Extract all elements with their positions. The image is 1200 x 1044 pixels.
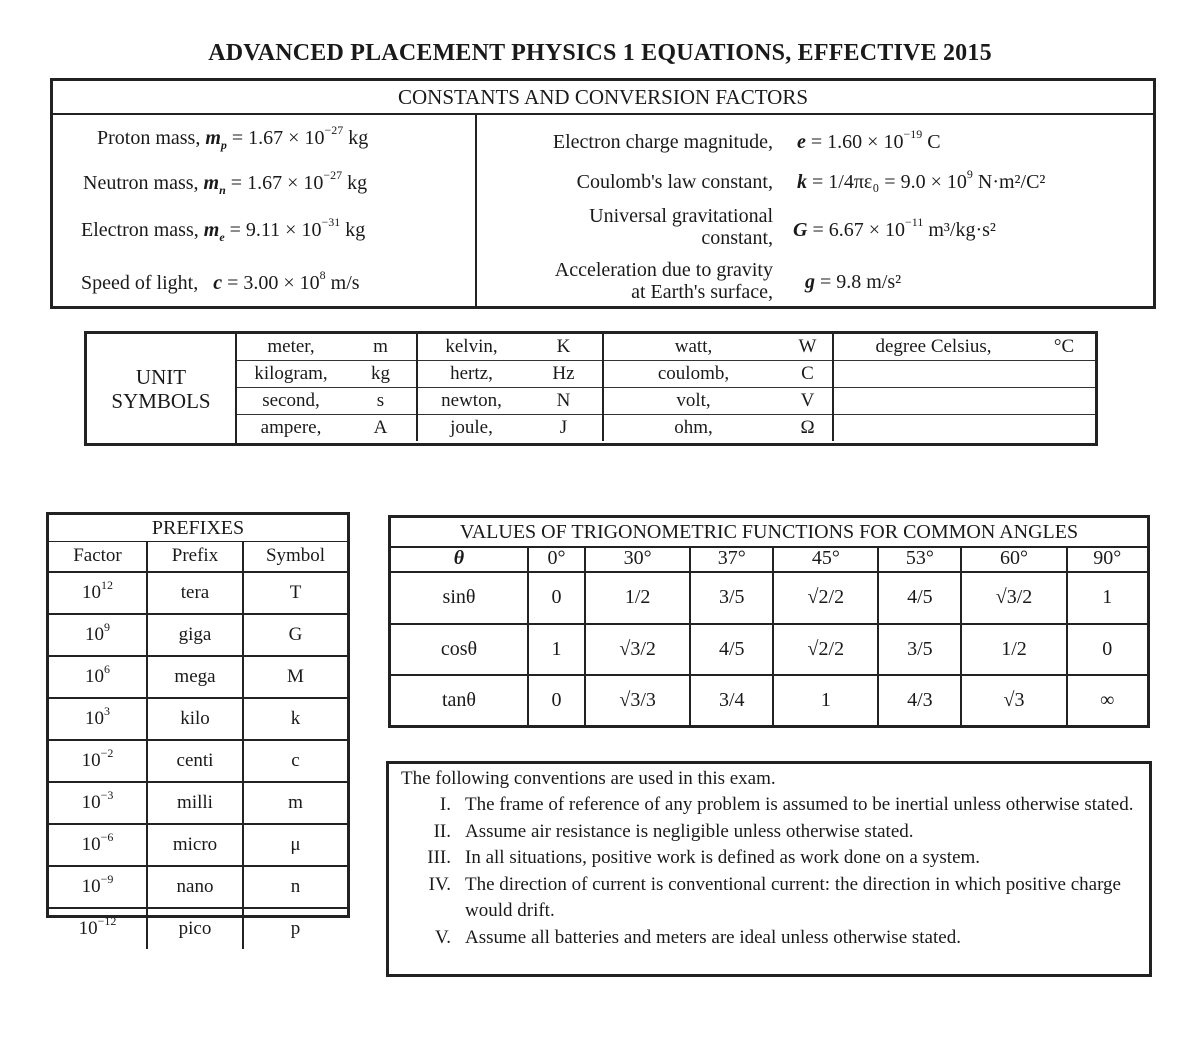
prefix-symbol: c xyxy=(243,740,347,782)
prefix-name: mega xyxy=(147,656,243,698)
constants-header: CONSTANTS AND CONVERSION FACTORS xyxy=(53,81,1153,115)
prefix-name: kilo xyxy=(147,698,243,740)
constant-symbol: m xyxy=(203,172,220,194)
trig-value: 4/3 xyxy=(878,675,961,725)
unit-name xyxy=(833,388,1033,415)
unit-name: coulomb, xyxy=(603,361,783,388)
factor-exponent: 3 xyxy=(104,704,110,718)
prefix-row xyxy=(49,908,347,949)
unit-symbol: Ω xyxy=(783,415,833,442)
trig-values-box xyxy=(388,515,1150,728)
constant-unit: C xyxy=(927,131,941,153)
page-title: ADVANCED PLACEMENT PHYSICS 1 EQUATIONS, EFFECTIVE 2015 xyxy=(208,40,992,66)
trig-value: 0 xyxy=(1067,624,1147,676)
conventions-intro: The following conventions are used in this exam. xyxy=(401,768,776,789)
convention-item xyxy=(401,819,1137,846)
factor-exponent: −9 xyxy=(100,872,114,886)
angle-header: 45° xyxy=(773,546,878,572)
constants-box xyxy=(50,78,1156,309)
prefixes-header: PREFIXES xyxy=(49,515,347,542)
constant-electron-charge xyxy=(797,127,941,154)
prefix-row xyxy=(49,656,347,698)
trig-value: 0 xyxy=(528,675,585,725)
factor-base: 10 xyxy=(78,918,98,939)
constant-symbol: m xyxy=(203,219,220,241)
constant-label-coulomb: Coulomb's law constant, xyxy=(576,171,773,193)
prefix-row xyxy=(49,866,347,908)
unit-name: watt, xyxy=(603,334,783,361)
constant-exponent: −11 xyxy=(905,215,924,229)
unit-label-line2: SYMBOLS xyxy=(111,388,211,413)
unit-symbol: °C xyxy=(1033,334,1095,361)
unit-label-line1: UNIT xyxy=(135,364,187,389)
constant-exponent: 8 xyxy=(319,268,326,282)
prefix-factor xyxy=(49,908,147,949)
column-header-symbol: Symbol xyxy=(243,541,347,572)
prefix-symbol: μ xyxy=(243,824,347,866)
prefix-symbol: T xyxy=(243,572,347,614)
factor-exponent: −6 xyxy=(100,830,114,844)
factor-base: 10 xyxy=(82,582,101,603)
trig-row xyxy=(391,624,1147,676)
constant-exponent: −27 xyxy=(323,168,343,182)
unit-symbol: m xyxy=(345,334,417,361)
constant-symbol: m xyxy=(205,127,221,149)
unit-symbol xyxy=(1033,415,1095,442)
unit-row xyxy=(237,361,1095,388)
trig-value: √3/2 xyxy=(585,624,690,676)
constant-unit: m³/kg·s² xyxy=(928,219,996,241)
trig-function-label: cosθ xyxy=(391,624,528,676)
unit-name: ohm, xyxy=(674,417,713,438)
unit-name: kilogram, xyxy=(237,361,345,388)
constant-value: = 9.8 xyxy=(820,271,862,293)
convention-number: V. xyxy=(434,926,451,948)
constant-value: = 3.00 × 10 xyxy=(227,272,320,294)
convention-number: IV. xyxy=(428,873,451,895)
column-header-prefix: Prefix xyxy=(147,541,243,572)
constant-value: = 1.67 × 10 xyxy=(230,172,324,194)
convention-item xyxy=(401,792,1137,819)
unit-name: kelvin, xyxy=(417,334,525,361)
prefix-symbol: G xyxy=(243,614,347,656)
factor-base: 10 xyxy=(81,792,101,813)
unit-symbol: J xyxy=(525,415,603,442)
conventions-list xyxy=(401,792,1137,951)
constant-gravity-accel xyxy=(805,271,901,294)
trig-function-label: sinθ xyxy=(391,572,528,624)
unit-name: volt, xyxy=(603,388,783,415)
factor-base: 10 xyxy=(85,666,104,687)
constant-subscript: p xyxy=(220,138,227,152)
prefix-row xyxy=(49,740,347,782)
prefix-row xyxy=(49,698,347,740)
trig-function-label: tanθ xyxy=(391,675,528,725)
unit-symbols-table xyxy=(237,334,1095,441)
prefix-symbol: m xyxy=(243,782,347,824)
trig-value: 4/5 xyxy=(690,624,773,676)
angle-header: 60° xyxy=(961,546,1066,572)
unit-symbol xyxy=(1033,388,1095,415)
prefix-factor xyxy=(49,866,147,908)
trig-values-table xyxy=(391,546,1147,725)
convention-item xyxy=(401,925,1137,952)
trig-value: √3 xyxy=(961,675,1066,725)
unit-name: newton, xyxy=(417,388,525,415)
factor-exponent: 9 xyxy=(104,620,110,634)
trig-value: 1/2 xyxy=(961,624,1066,676)
unit-symbol: s xyxy=(345,388,417,415)
unit-name: meter, xyxy=(237,334,345,361)
prefix-symbol: p xyxy=(290,918,301,939)
prefixes-box xyxy=(46,512,350,939)
trig-value: 3/5 xyxy=(878,624,961,676)
factor-exponent: −3 xyxy=(100,788,114,802)
constant-exponent: −27 xyxy=(324,123,344,137)
trig-value: √2/2 xyxy=(773,572,878,624)
constant-value: = 1/4πε₀ = 9.0 × 10 xyxy=(812,171,967,193)
prefix-factor xyxy=(49,824,147,866)
constant-symbol: c xyxy=(213,272,223,294)
constant-exponent: −19 xyxy=(903,127,923,141)
trig-value: √3/3 xyxy=(585,675,690,725)
constant-label: Speed of light, xyxy=(81,272,199,294)
constants-divider xyxy=(475,113,477,306)
constant-label: Electron mass, xyxy=(81,219,199,241)
prefix-row xyxy=(49,782,347,824)
prefix-factor xyxy=(49,614,147,656)
convention-item xyxy=(401,845,1137,872)
constant-unit: m/s xyxy=(330,272,360,294)
constant-value: = 6.67 × 10 xyxy=(812,219,906,241)
unit-row xyxy=(237,388,1095,415)
trig-value: 1/2 xyxy=(585,572,690,624)
unit-name: hertz, xyxy=(417,361,525,388)
constant-symbol: G xyxy=(793,219,808,241)
prefix-factor xyxy=(49,782,147,824)
angle-header: 30° xyxy=(585,546,690,572)
trig-values-header: VALUES OF TRIGONOMETRIC FUNCTIONS FOR COMMON ANGLES xyxy=(391,518,1147,548)
constant-label-gravity-accel xyxy=(493,259,773,303)
constant-value: = 9.11 × 10 xyxy=(229,219,322,241)
trig-value: √2/2 xyxy=(773,624,878,676)
convention-number: I. xyxy=(439,794,451,815)
prefix-row xyxy=(49,824,347,866)
unit-name xyxy=(833,361,1033,388)
unit-name: second, xyxy=(237,388,345,415)
convention-item xyxy=(401,872,1137,925)
constant-symbol: g xyxy=(805,271,815,293)
factor-exponent: 12 xyxy=(101,578,113,592)
angle-header: 53° xyxy=(878,546,961,572)
unit-row xyxy=(237,334,1095,361)
angle-header: 90° xyxy=(1067,546,1147,572)
angle-header: 37° xyxy=(690,546,773,572)
factor-base: 10 xyxy=(81,750,101,771)
unit-row xyxy=(237,415,1095,442)
unit-symbol: W xyxy=(783,334,833,361)
unit-symbol: Hz xyxy=(525,361,603,388)
theta-header xyxy=(391,546,528,572)
constant-exponent: 9 xyxy=(966,167,973,181)
convention-number: II. xyxy=(433,820,451,842)
trig-value: 4/5 xyxy=(878,572,961,624)
constant-value: = 1.67 × 10 xyxy=(231,127,325,149)
trig-value: 3/5 xyxy=(690,572,773,624)
trig-value: 3/4 xyxy=(690,675,773,725)
unit-symbol: N xyxy=(525,388,603,415)
convention-text: The direction of current is conventional current: the direction in which positive charge would drift. xyxy=(465,873,1121,921)
trig-row xyxy=(391,675,1147,725)
prefixes-table xyxy=(49,541,347,949)
constant-label-gravitational xyxy=(493,205,773,249)
factor-base: 10 xyxy=(85,624,104,645)
unit-symbol: C xyxy=(783,361,833,388)
constant-coulomb xyxy=(797,167,1046,194)
unit-symbol xyxy=(1033,361,1095,388)
trig-value: 1 xyxy=(1067,572,1147,624)
constant-unit: m/s² xyxy=(866,271,902,293)
prefix-factor xyxy=(49,698,147,740)
constant-unit: kg xyxy=(347,172,368,194)
prefix-name: pico xyxy=(147,908,243,949)
constant-proton-mass xyxy=(97,123,369,152)
trig-value: 0 xyxy=(528,572,585,624)
factor-base: 10 xyxy=(81,834,101,855)
unit-name: degree Celsius, xyxy=(833,334,1033,361)
convention-text: In all situations, positive work is defined as work done on a system. xyxy=(465,847,981,868)
prefix-factor xyxy=(49,656,147,698)
constant-electron-mass xyxy=(81,215,366,244)
constant-label-electron-charge: Electron charge magnitude, xyxy=(552,131,773,153)
conventions-box xyxy=(386,761,1152,977)
unit-name: joule, xyxy=(450,417,493,438)
constant-unit: kg xyxy=(348,127,369,149)
convention-text: Assume air resistance is negligible unless otherwise stated. xyxy=(465,820,914,842)
constant-subscript: e xyxy=(219,230,225,244)
prefix-symbol: k xyxy=(243,698,347,740)
constant-label-line1: Universal gravitational xyxy=(589,205,773,227)
factor-exponent: 6 xyxy=(104,662,110,676)
constant-subscript: n xyxy=(219,183,226,197)
prefix-name: centi xyxy=(147,740,243,782)
prefix-name: nano xyxy=(147,866,243,908)
convention-text: The frame of reference of any problem is assumed to be inertial unless otherwise stated. xyxy=(465,794,1134,815)
unit-symbols-label xyxy=(87,334,237,443)
factor-exponent: −12 xyxy=(97,914,117,928)
convention-text: Assume all batteries and meters are ideal unless otherwise stated. xyxy=(465,926,961,948)
prefix-name: micro xyxy=(147,824,243,866)
column-header-factor: Factor xyxy=(49,541,147,572)
factor-base: 10 xyxy=(81,876,101,897)
prefix-name: giga xyxy=(147,614,243,656)
unit-symbol: K xyxy=(525,334,603,361)
theta-symbol: θ xyxy=(453,547,465,569)
prefix-name: milli xyxy=(147,782,243,824)
constant-unit: kg xyxy=(345,219,366,241)
trig-value: √3/2 xyxy=(961,572,1066,624)
constant-value: = 1.60 × 10 xyxy=(810,131,904,153)
trig-value: ∞ xyxy=(1100,689,1115,712)
constant-gravitational xyxy=(793,215,996,242)
prefix-symbol: n xyxy=(243,866,347,908)
constant-unit: N·m²/C² xyxy=(977,171,1046,193)
constant-label: Neutron mass, xyxy=(83,172,199,194)
factor-exponent: −2 xyxy=(100,746,114,760)
prefix-row xyxy=(49,614,347,656)
unit-symbol: kg xyxy=(345,361,417,388)
trig-row xyxy=(391,572,1147,624)
angle-header: 0° xyxy=(528,546,585,572)
unit-name: ampere, xyxy=(260,417,322,438)
constant-exponent: −31 xyxy=(321,215,341,229)
unit-symbol: A xyxy=(345,415,417,442)
prefix-factor xyxy=(49,740,147,782)
constant-neutron-mass xyxy=(83,168,368,197)
constant-label: Proton mass, xyxy=(97,127,201,149)
trig-value: 1 xyxy=(773,675,878,725)
prefix-factor xyxy=(49,572,147,614)
prefix-symbol: M xyxy=(243,656,347,698)
prefix-name: tera xyxy=(147,572,243,614)
constant-symbol: e xyxy=(797,131,806,153)
unit-symbol: V xyxy=(783,388,833,415)
constant-symbol: k xyxy=(797,171,807,193)
constant-speed-of-light xyxy=(81,268,360,295)
constant-label-line2: at Earth's surface, xyxy=(631,281,773,303)
trig-value: 1 xyxy=(528,624,585,676)
constant-label-line2: constant, xyxy=(701,227,773,249)
unit-symbols-box xyxy=(84,331,1098,446)
constant-label-line1: Acceleration due to gravity xyxy=(554,259,773,281)
prefix-row xyxy=(49,572,347,614)
factor-base: 10 xyxy=(85,708,104,729)
unit-name xyxy=(833,415,1033,442)
convention-number: III. xyxy=(427,847,451,868)
